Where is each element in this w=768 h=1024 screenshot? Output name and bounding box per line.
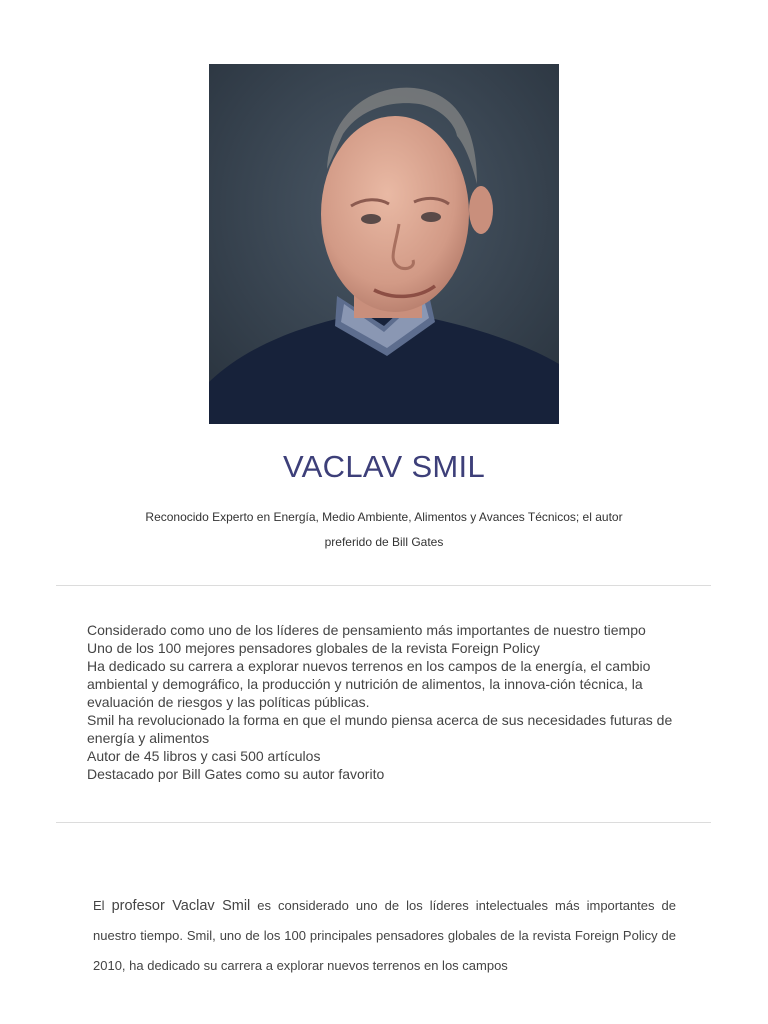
- bio-paragraph: [93, 891, 676, 981]
- highlight-item: Uno de los 100 mejores pensadores globales de la revista Foreign Policy: [87, 640, 540, 656]
- highlight-item: Smil ha revolucionado la forma en que el mundo piensa acerca de sus necesidades futuras de energía y alimentos: [87, 712, 673, 746]
- divider: [56, 822, 711, 823]
- highlight-item: Destacado por Bill Gates como su autor favorito: [87, 766, 385, 782]
- speaker-subtitle: [128, 505, 640, 555]
- subtitle-line: preferido de Bill Gates: [324, 535, 444, 549]
- highlight-item: Considerado como uno de los líderes de pensamiento más importantes de nuestro tiempo: [87, 622, 646, 638]
- highlights-list: [87, 621, 697, 783]
- subtitle-line: Reconocido Experto en Energía, Medio Ambiente, Alimentos y Avances Técnicos; el autor: [145, 510, 623, 524]
- bio-text: es considerado uno de los líderes intelectuales más importantes de nuestro tiempo. Smil, uno de los 100 principales pensadores globales de la revista Foreign Policy de 2010, ha dedicado su carrera a explorar nuevos terrenos en los campos: [93, 898, 677, 973]
- divider: [56, 585, 711, 586]
- highlight-item: Autor de 45 libros y casi 500 artículos: [87, 748, 321, 764]
- highlight-item: Ha dedicado su carrera a explorar nuevos terrenos en los campos de la energía, el cambio ambiental y demográfico, la producción y nutrición de alimentos, la innova-ción técnica, la evaluación de riesgos y las políticas públicas.: [87, 658, 651, 710]
- bio-emphasis: profesor Vaclav Smil: [111, 898, 251, 914]
- bio-prefix: El: [93, 898, 112, 913]
- speaker-photo: [209, 64, 559, 424]
- speaker-name: VACLAV SMIL: [283, 449, 485, 484]
